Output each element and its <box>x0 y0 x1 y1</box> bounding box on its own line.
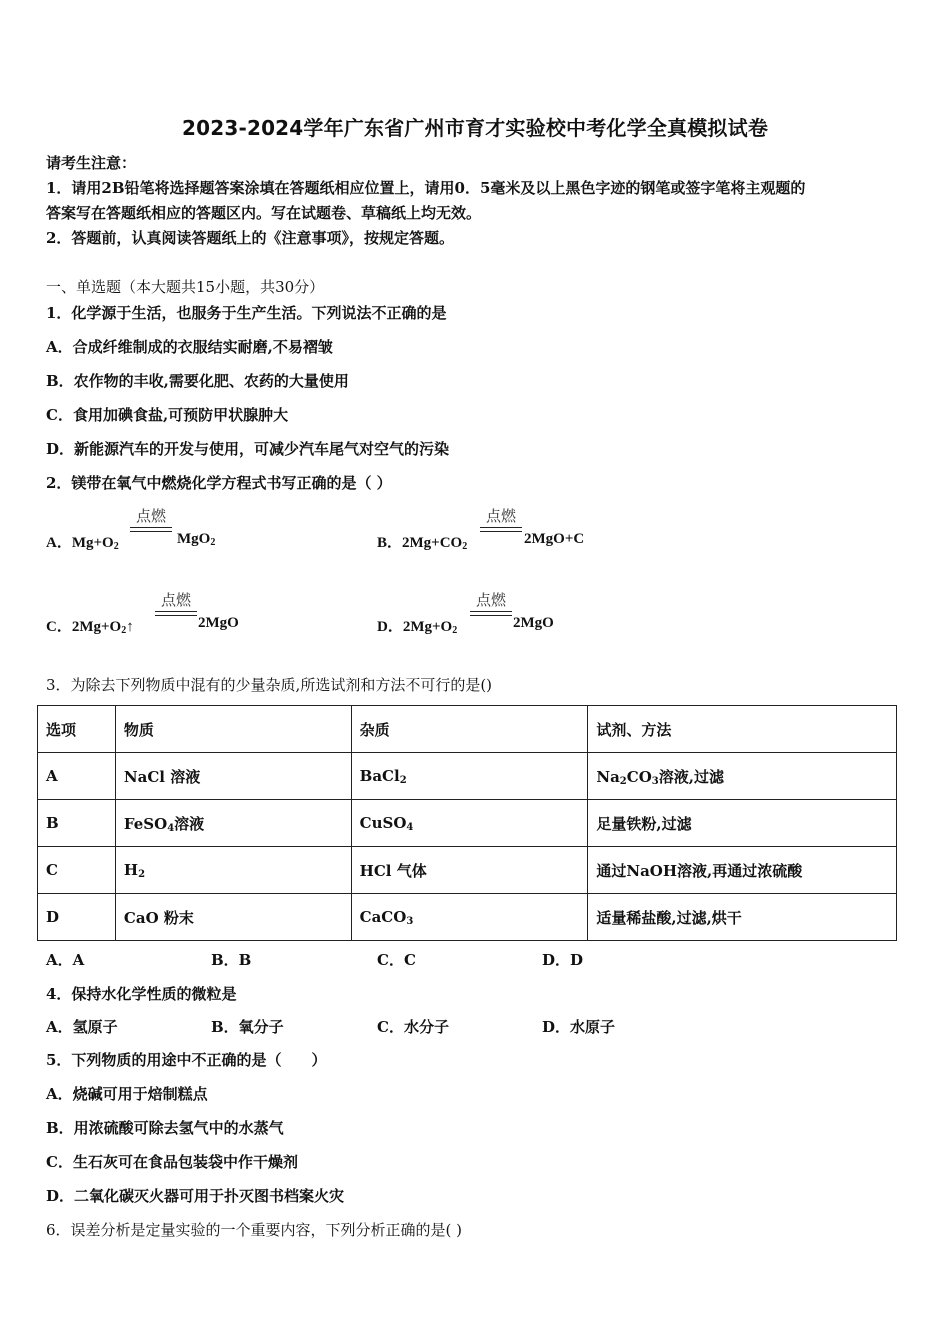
table-cell-method: 通过NaOH溶液,再通过浓硫酸 <box>588 847 897 894</box>
table-cell-impurity: CuSO$_4$ <box>351 800 588 847</box>
table-cell-option: A <box>38 753 116 800</box>
q2-d-product: 2MgO <box>513 615 554 631</box>
table-cell-substance: NaCl 溶液 <box>115 753 351 800</box>
notice-line-3: 2．答题前，认真阅读答题纸上的《注意事项》，按规定答题。 <box>46 229 454 247</box>
page-title: 2023-2024学年广东省广州市育才实验校中考化学全真模拟试卷 <box>181 116 769 140</box>
table-cell-method: 适量稀盐酸,过滤,烘干 <box>588 894 897 941</box>
q2-c-equals <box>155 611 197 616</box>
table-cell-substance: CaO 粉末 <box>115 894 351 941</box>
q2-stem: 2．镁带在氧气中燃烧化学方程式书写正确的是（ ） <box>46 474 392 492</box>
q2-b-equals <box>480 527 522 532</box>
table-cell-impurity: BaCl$_2$ <box>351 753 588 800</box>
table-cell-impurity: CaCO$_3$ <box>351 894 588 941</box>
table-header-cell: 试剂、方法 <box>588 706 897 753</box>
q1-option-d: D．新能源汽车的开发与使用，可减少汽车尾气对空气的污染 <box>46 440 450 458</box>
q2-d-condition: 点燃 <box>475 591 506 609</box>
table-row <box>38 800 897 847</box>
notice-line-1: 1．请用2B铅笔将选择题答案涂填在答题纸相应位置上，请用0．5毫米及以上黑色字迹的钢笔或签字笔将主观题的 <box>46 179 806 197</box>
q4-option-b: B．氧分子 <box>211 1018 284 1036</box>
table-cell-option: C <box>38 847 116 894</box>
q2-c-product: 2MgO <box>198 615 239 631</box>
table-cell-option: D <box>38 894 116 941</box>
q2-option-c: C．$2Mg+O_2↑$ <box>46 619 134 636</box>
q3-option-b: B．B <box>211 951 252 969</box>
table-header-cell: 选项 <box>38 706 116 753</box>
q1-option-b: B．农作物的丰收,需要化肥、农药的大量使用 <box>46 372 349 390</box>
q3-table <box>37 705 897 941</box>
q2-option-d: D．$2Mg+O_2$ <box>377 619 458 636</box>
q3-option-c: C．C <box>377 951 416 969</box>
table-cell-option: B <box>38 800 116 847</box>
q1-option-c: C．食用加碘食盐,可预防甲状腺肿大 <box>46 406 289 424</box>
q5-option-a: A．烧碱可用于焙制糕点 <box>46 1085 208 1103</box>
q2-b-condition: 点燃 <box>485 507 516 525</box>
table-cell-method: 足量铁粉,过滤 <box>588 800 897 847</box>
table-cell-substance: $H_2$ <box>115 847 351 894</box>
q4-stem: 4．保持水化学性质的微粒是 <box>46 985 237 1003</box>
table-header-cell: 物质 <box>115 706 351 753</box>
table-cell-method: $Na_2CO_3$溶液,过滤 <box>588 753 897 800</box>
q6-stem: 6．误差分析是定量实验的一个重要内容，下列分析正确的是( ) <box>46 1221 463 1239</box>
table-header-cell: 杂质 <box>351 706 588 753</box>
section-heading: 一、单选题（本大题共15小题，共30分） <box>46 278 325 296</box>
q4-option-c: C．水分子 <box>377 1018 449 1036</box>
q2-option-b: B．$2Mg+CO_2$ <box>377 535 468 552</box>
q2-d-equals <box>470 611 512 616</box>
q3-option-a: A．A <box>46 951 85 969</box>
table-header-row <box>38 706 897 753</box>
q2-b-product: 2MgO+C <box>524 531 585 547</box>
table-row <box>38 753 897 800</box>
notice-heading: 请考生注意： <box>46 154 137 172</box>
q2-c-condition: 点燃 <box>160 591 191 609</box>
q5-option-b: B．用浓硫酸可除去氢气中的水蒸气 <box>46 1119 284 1137</box>
table-cell-impurity: HCl 气体 <box>351 847 588 894</box>
up-arrow-icon: ↑ <box>126 619 134 635</box>
q1-stem: 1．化学源于生活，也服务于生产生活。下列说法不正确的是 <box>46 304 447 322</box>
q2-a-equals <box>130 527 172 532</box>
q2-a-product: MgO$_2$ <box>177 531 216 548</box>
q4-option-d: D．水原子 <box>542 1018 616 1036</box>
table-cell-substance: FeSO$_4$溶液 <box>115 800 351 847</box>
q2-a-condition: 点燃 <box>135 507 166 525</box>
q5-option-d: D．二氧化碳灭火器可用于扑灭图书档案火灾 <box>46 1187 345 1205</box>
q5-stem: 5．下列物质的用途中不正确的是（ ） <box>46 1051 327 1069</box>
q1-option-a: A．合成纤维制成的衣服结实耐磨,不易褶皱 <box>46 338 333 356</box>
q4-option-a: A．氢原子 <box>46 1018 118 1036</box>
q3-option-d: D．D <box>542 951 584 969</box>
table-row <box>38 847 897 894</box>
q2-option-a: A．$Mg+O_2$ <box>46 535 119 552</box>
notice-line-2: 答案写在答题纸相应的答题区内。写在试题卷、草稿纸上均无效。 <box>46 204 482 222</box>
q5-option-c: C．生石灰可在食品包装袋中作干燥剂 <box>46 1153 298 1171</box>
q3-stem: 3．为除去下列物质中混有的少量杂质,所选试剂和方法不可行的是() <box>46 676 493 694</box>
table-row <box>38 894 897 941</box>
